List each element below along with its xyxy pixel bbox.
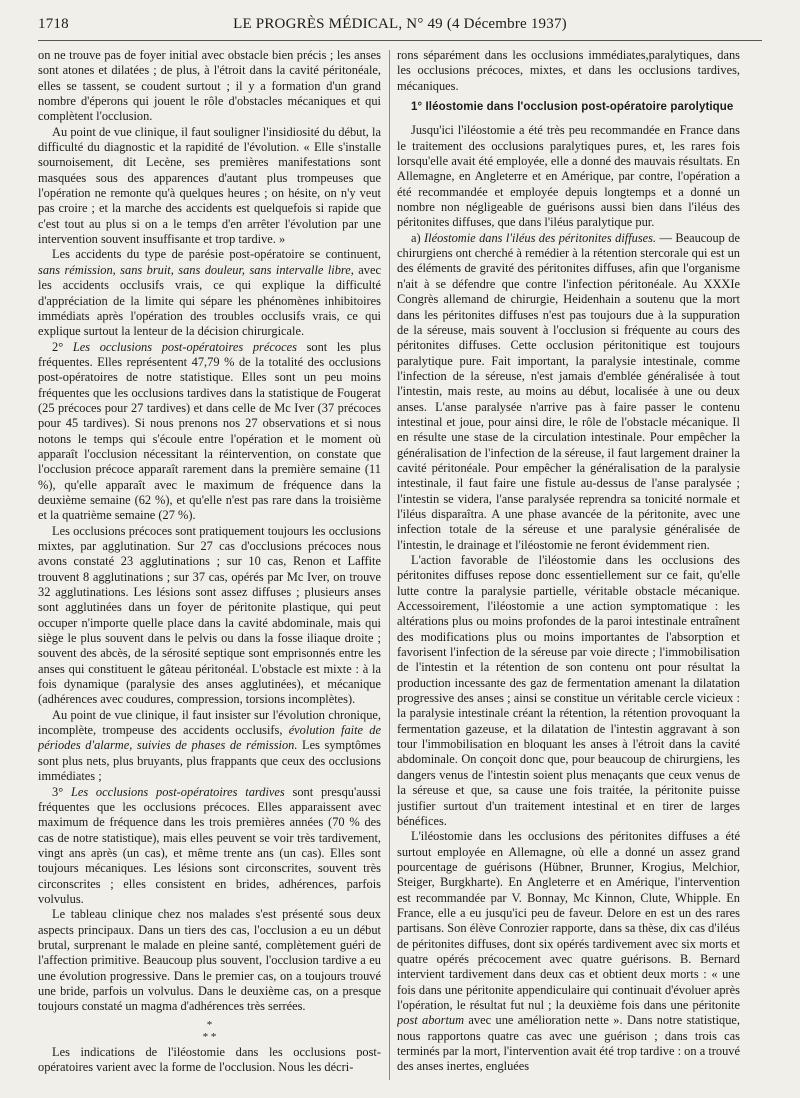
italic-text: Les occlusions post-opératoires précoces	[72, 339, 297, 354]
paragraph	[38, 785, 381, 908]
italic-text: Iléostomie dans l'iléus des péritonites diffuses.	[424, 230, 657, 245]
section-heading: 1° Iléostomie dans l'occlusion post-opératoire parolytique	[411, 101, 734, 114]
paragraph: rons séparément dans les occlusions immédiates,paralytiques, dans les occlusions précoces, mixtes, et dans les occlusions tardives, mécaniques.	[397, 48, 740, 93]
italic-text: Les occlusions post-opératoires tardives	[70, 784, 285, 799]
paragraph	[397, 231, 740, 553]
text: 3°	[52, 784, 71, 799]
text: avec une amélioration nette ». Dans notre statistique, nous rapportons quatre cas avec une guérison ; dans trois cas terminés par la mort, l'intervention avait été trop tardive : on a trouvé des anses inertes, engluées	[397, 1013, 740, 1074]
text: avec les accidents occlusifs vrais, ce qui explique la difficulté d'appréciation de la limite qui sépare les phénomènes inhibitoires immédiats après l'opération des troubles occlusifs vrais, ce qui explique surtout la lenteur de la décision chirurgicale.	[38, 262, 381, 339]
text: sont presqu'aussi fréquentes que les occlusions précoces. Elles apparaissent avec maximum de fréquence dans les trois premières années (70 % des cas de notre statistique), mais elles peuvent se voir très tardivement, vingt ans après (un cas), et même trente ans (un cas). Elles sont toujours mécaniques. Les lésions sont circonscrites, souvent très circonscrites ; elles consistent en brides, adhérences, parfois volvulus.	[38, 784, 381, 906]
text: — Beaucoup de chirurgiens ont cherché à remédier à la rétention stercorale qui est un des éléments de gravité des péritonites diffuses, afin que l'organisme n'ait à se défendre que contre l'infection péritonéale. Au XXXIe Congrès allemand de chirurgie, Heidenhain a soutenu que la mort dans les péritonites diffuses n'est pas toujours due à la suppuration de la séreuse, mais souvent à l'occlusion si fréquente au cours des péritonites diffuses. Cette occlusion péritonitique est toujours paralytique pure. Fait important, la paralysie intestinale, comme l'infection de la séreuse, n'est jamais d'emblée généralisée à tout l'intestin, mais reste, au moins au début, localisée à une ou deux anses. L'anse paralysée n'arrive pas à faire passer le contenu intestinal et joue, pour ainsi dire, le rôle de l'obstacle mécanique. Il en résulte une stase de la circulation intestinale. Pour empêcher la généralisation de l'infection de la séreuse, il faut largement drainer la cavité péritonéale. Pour empêcher la généralisation de la paralysie intestinale, il faut faire une fistule au-dessus de l'anse paralysée ; l'intestin se videra, l'anse paralysée reprendra sa tonicité normale et l'iléus disparaîtra. A une phase avancée de la péritonite, avec une infection totale de la séreuse et une paralysie généralisée de l'intestin, le drainage et l'iléostomie ne feront évidemment rien.	[397, 230, 740, 552]
text: L'iléostomie dans les occlusions des péritonites diffuses a été surtout employée en Allemagne, où elle a donné un assez grand pourcentage de guérisons (Hübner, Brunner, Krogius, Melchior, Steiger, Burgkharte). En Angleterre et en Amérique, l'intervention est recommandée par V. Bonnay, Mc Kinnon, Clute, Whipple. En France, elle a eu jusqu'ici peu de faveur. Delore en est un des rares partisans. Son élève Conrozier rapporte, dans sa thèse, dix cas d'iléus de péritonites diffuses, dont six opérés tardivement avec six morts et quatre opérés précocement avec quatre guérisons. B. Bernard intervient tardivement dans deux cas et obtient deux morts : « une fois dans une péritonite appendiculaire qui continuait d'évoluer après l'opération, le résultat fut nul ; la deuxième fois dans une péritonite	[397, 829, 740, 1012]
page-number: 1718	[38, 16, 69, 32]
text: a)	[411, 230, 425, 245]
paragraph	[38, 247, 381, 339]
text: 2°	[52, 339, 73, 354]
text: sont les plus fréquentes. Elles représentent 47,79 % de la totalité des occlusions post-opératoires de notre statistique. Elles sont un peu moins fréquentes que les occlusions tardives dans la statistique de Fougerat (25 précoces pour 27 tardives) et dans celle de Mc Iver (37 précoces pour 45 tardives). Si nous prenons nos 27 observations et si nous notons le temps qui s'écoule entre l'opération et le moment où apparaît l'occlusion nécessitant la réintervention, on constate que l'occlusion précoce apparaît rarement dans la première semaine (11 %), qu'elle apparaît avec le maximum de fréquence dans la deuxième semaine (62 %), et qu'elle n'est pas rare dans la troisième et la quatrième semaine (27 %).	[38, 339, 381, 523]
paragraph: Au point de vue clinique, il faut souligner l'insidiosité du début, la difficulté du diagnostic et la rapidité de l'évolution. « Elle s'installe sournoisement, dit Lecène, ses premières manifestations sont masquées sous des apparences d'autant plus trompeuses que l'opération ne remonte qu'à quelques heures ; on hésite, on n'y veut pas croire ; et la marche des accidents est quelquefois si rapide que c'est tout au plus si on a le temps d'en arrêter l'évolution par une intervention souvent insuffisante et trop tardive. »	[38, 124, 381, 247]
left-column	[38, 48, 381, 1088]
paragraph: on ne trouve pas de foyer initial avec obstacle bien précis ; les anses sont atones et dilatées ; de plus, à l'étroit dans la cavité péritonéale, elles se tassent, se coudent surtout ; il y a formation d'un grand nombre d'éperons qui jouent le rôle d'obstacles mécaniques et qui complètent l'occlusion.	[38, 48, 381, 124]
right-column	[397, 48, 740, 1088]
text: Les symptômes sont plus nets, plus bruyants, plus frappants que ceux des occlusions immédiates ;	[38, 738, 381, 784]
italic-text: évolution faite de périodes d'alarme, suivies de phases de rémission.	[38, 723, 381, 753]
paragraph	[38, 708, 381, 785]
paragraph	[397, 829, 740, 1075]
paragraph	[38, 340, 381, 524]
journal-title: LE PROGRÈS MÉDICAL, N° 49 (4 Décembre 1937)	[233, 16, 567, 32]
section-separator: * * *	[202, 1018, 217, 1043]
paragraph: Le tableau clinique chez nos malades s'est présenté sous deux aspects principaux. Dans un tiers des cas, l'occlusion a eu un début brutal, surprenant le malade en pleine santé, complètement guéri de l'affection primitive. Beaucoup plus souvent, l'occlusion tardive a eu une évolution progressive. Dans le premier cas, on a toujours trouvé une bride, parfois un volvulus. Dans le deuxième cas, on a presque toujours constaté un magma d'adhérences très serrées.	[38, 907, 381, 1014]
text: Les accidents du type de parésie post-opératoire se continuent,	[52, 247, 381, 262]
paragraph: Les occlusions précoces sont pratiquement toujours les occlusions mixtes, par agglutination. Sur 27 cas d'occlusions précoces nous avons constaté 23 agglutinations ; sur 10 cas, Renon et Laffite trouvent 8 agglutinations ; sur 37 cas, opérés par Mc Iver, on trouve 32 agglutinations. Les lésions sont assez diffuses ; plusieurs anses sont agglutinées dans un foyer de péritonite plastique, qui peut occuper n'importe quelle place dans la cavité abdominale, mais qui siège le plus souvent dans le pelvis ou dans la fosse iliaque droite ; souvent des abcès, de la sérosité septique sont emprisonnés entre les anses qui constituent le gâteau péritonéal. L'obstacle est mixte : à la fois dynamique (paralysie des anses agglutinées), et mécanique (adhérences avec coudures, compression, torsions incomplètes).	[38, 523, 381, 707]
paragraph: L'action favorable de l'iléostomie dans les occlusions des péritonites diffuses repose donc essentiellement sur ce fait, qu'elle lutte contre la paralysie partielle, véritable obstacle mécanique. Accessoirement, l'iléostomie a une action symptomatique : les altérations plus ou moins profondes de la paroi intestinale entraînent des modifications plus ou moins importantes de l'absorption et favorisent l'infection de la séreuse par voie directe ; l'immobilisation de l'intestin et la rétention de son contenu ont pour résultat la production incessante des gaz de fermentation amenant la dilatation progressive des anses ; ainsi se constitue un véritable cercle vicieux : la paralysie intestinale créant la rétention, la rétention provoquant la fermentation gazeuse, et la dilatation de l'intestin aggravant à son tour l'immobilisation en bloquant les anses à l'étroit dans la cavité abdominale. On conçoit donc que, pour beaucoup de chirurgiens, les dangers venus de l'intestin soient plus menaçants que ceux venus de la séreuse et que, sa cause une fois traitée, la péritonite puisse justifier surtout d'un traitement intestinal et en tirer de larges bénéfices.	[397, 553, 740, 828]
paragraph: Les indications de l'iléostomie dans les occlusions post-opératoires varient avec la forme de l'occlusion. Nous les décri-	[38, 1044, 381, 1074]
paragraph: Jusqu'ici l'iléostomie a été très peu recommandée en France dans le traitement des occlusions paralytiques pures, et, les rares fois lorsqu'elle avait été employée, elle a donné des mauvais résultats. En Allemagne, en Angleterre et en Amérique, par contre, l'opération a été recommandée et employée depuis longtemps et a donné un nombre non négligeable de guérisons aussi bien dans l'iléus des péritonites diffuses, que dans l'iléus paralytique pur.	[397, 123, 740, 230]
italic-text: post abortum	[397, 1013, 465, 1028]
text: Au point de vue clinique, il faut insister sur l'évolution chronique, incomplète, trompeuse des accidents occlusifs,	[38, 707, 381, 738]
column-divider	[389, 50, 390, 1080]
italic-text: sans rémission, sans bruit, sans douleur, sans intervalle libre,	[38, 262, 354, 277]
header-rule	[38, 40, 762, 41]
running-header	[38, 16, 762, 38]
